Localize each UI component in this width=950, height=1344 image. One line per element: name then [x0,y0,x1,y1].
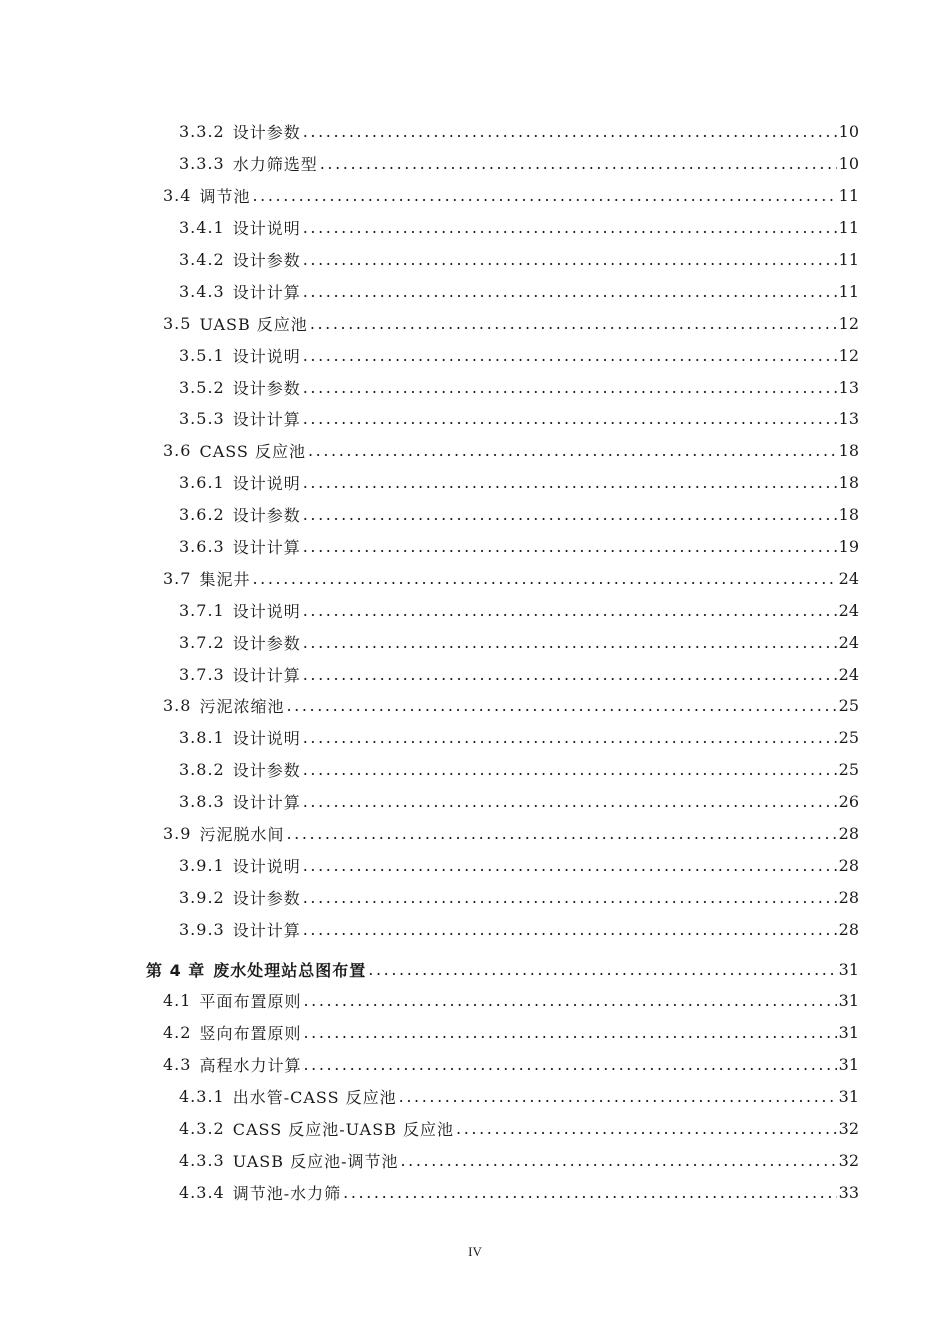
toc-dot-leader [310,314,837,333]
toc-dot-leader [303,505,837,524]
toc-dot-leader [286,696,836,715]
toc-entry-title: 污泥脱水间 [199,825,285,845]
toc-entry-title: 设计参数 [232,123,301,143]
toc-entry-title: 设计参数 [232,251,301,270]
toc-entry-title: 设计参数 [232,506,301,526]
toc-entry-page: 13 [838,409,859,429]
toc-entry-number: 3.7.1 [179,600,225,620]
toc-entry-number: 3.3.3 [179,154,225,174]
toc-subsection-entry[interactable] [0,212,950,244]
toc-entry-number: 3.5.1 [179,345,225,365]
toc-entry-title: 设计参数 [232,761,301,781]
toc-entry-page: 10 [838,122,859,142]
toc-section-entry[interactable] [0,180,950,212]
toc-entry-title: 设计说明 [232,219,301,239]
toc-entry-page: 24 [838,664,859,684]
toc-entry-page: 31 [838,1055,859,1075]
toc-entry-number: 4.3.3 [179,1150,225,1170]
toc-entry-page: 28 [838,824,859,844]
toc-entry-number: 3.8.3 [179,792,225,812]
toc-subsection-entry[interactable] [0,1113,950,1145]
toc-entry-page: 13 [838,377,859,397]
toc-dot-leader [303,122,837,141]
toc-entry-title: 设计计算 [232,920,301,940]
toc-entry-number: 3.9.1 [179,855,225,875]
toc-entry-page: 33 [838,1182,859,1202]
toc-entry-page: 24 [838,600,859,620]
toc-section-entry[interactable] [0,435,950,467]
toc-entry-title: 调节池 [199,187,251,207]
toc-entry-page: 31 [838,991,859,1011]
toc-entry-number: 3.4.1 [179,218,225,238]
table-of-contents [0,116,950,1208]
toc-subsection-entry[interactable] [0,913,950,945]
toc-entry-number: 3.5 [163,313,192,333]
toc-entry-number: 3.6 [163,441,192,461]
toc-subsection-entry[interactable] [0,244,950,276]
toc-entry-page: 31 [838,1023,859,1043]
toc-entry-number: 第 4 章 [146,960,206,980]
toc-dot-leader [343,1183,837,1202]
toc-dot-leader [368,960,836,979]
toc-entry-page: 11 [838,250,859,269]
toc-subsection-entry[interactable] [0,722,950,754]
toc-entry-number: 3.4.3 [179,281,225,301]
toc-dot-leader [303,633,837,652]
toc-dot-leader [456,1119,837,1138]
toc-entry-title: 废水处理站总图布置 [213,960,367,980]
toc-entry-page: 32 [838,1119,859,1139]
toc-entry-title: 高程水力计算 [199,1056,302,1076]
toc-entry-page: 12 [838,345,859,365]
toc-entry-page: 12 [838,313,859,333]
toc-entry-title: 设计说明 [232,601,301,621]
toc-entry-page: 25 [838,760,859,780]
toc-entry-title: UASB 反应池 [199,314,308,334]
toc-entry-page: 11 [838,218,859,238]
toc-entry-page: 28 [838,919,859,939]
toc-dot-leader [303,601,837,620]
toc-entry-page: 28 [838,855,859,875]
toc-subsection-entry[interactable] [0,594,950,626]
toc-dot-leader [303,250,837,269]
toc-section-entry[interactable] [0,562,950,594]
toc-subsection-entry[interactable] [0,371,950,403]
toc-entry-number: 3.9.2 [179,887,225,907]
toc-entry-title: 集泥井 [199,569,251,589]
toc-entry-title: 设计参数 [232,633,301,653]
toc-entry-page: 11 [838,281,859,301]
toc-entry-page: 24 [838,632,859,652]
toc-entry-page: 25 [838,728,859,748]
toc-dot-leader [303,760,837,779]
toc-subsection-entry[interactable] [0,467,950,499]
toc-section-entry[interactable] [0,307,950,339]
toc-entry-page: 28 [838,887,859,907]
toc-entry-page: 31 [838,959,859,979]
toc-section-entry[interactable] [0,1049,950,1081]
toc-entry-number: 3.6.2 [179,505,225,525]
toc-dot-leader [286,824,836,843]
toc-dot-leader [303,218,837,237]
toc-subsection-entry[interactable] [0,531,950,563]
toc-entry-title: 设计参数 [232,378,301,398]
toc-entry-title: 设计计算 [232,282,301,302]
toc-entry-title: 设计说明 [232,729,301,749]
toc-entry-title: CASS 反应池 [199,442,306,462]
toc-entry-title: 平面布置原则 [199,992,302,1012]
toc-entry-number: 4.3.1 [179,1087,225,1107]
toc-section-entry[interactable] [0,818,950,850]
toc-dot-leader [252,186,836,205]
toc-subsection-entry[interactable] [0,626,950,658]
toc-entry-number: 4.3 [163,1055,192,1075]
toc-entry-number: 3.9.3 [179,919,225,939]
toc-subsection-entry[interactable] [0,116,950,148]
toc-section-entry[interactable] [0,1017,950,1049]
toc-entry-title: 设计计算 [232,410,301,430]
toc-dot-leader [399,1087,837,1106]
toc-subsection-entry[interactable] [0,403,950,435]
toc-entry-title: CASS 反应池-UASB 反应池 [232,1120,455,1140]
toc-entry-title: 设计计算 [232,665,301,685]
toc-entry-number: 3.5.3 [179,409,225,429]
toc-entry-page: 11 [838,186,859,206]
toc-entry-page: 18 [838,441,859,461]
toc-dot-leader [303,473,837,492]
toc-entry-page: 18 [838,505,859,525]
toc-entry-title: 设计说明 [232,856,301,876]
toc-entry-number: 4.2 [163,1023,192,1043]
toc-chapter-entry[interactable] [0,953,950,985]
toc-subsection-entry[interactable] [0,658,950,690]
toc-dot-leader [303,378,837,397]
toc-dot-leader [303,856,837,875]
toc-dot-leader [303,1055,836,1074]
toc-section-entry[interactable] [0,690,950,722]
toc-dot-leader [303,409,837,428]
toc-entry-page: 31 [838,1087,859,1107]
toc-subsection-entry[interactable] [0,275,950,307]
toc-entry-number: 3.8.1 [179,728,225,748]
toc-entry-number: 3.8.2 [179,760,225,780]
toc-entry-page: 19 [838,537,859,557]
toc-subsection-entry[interactable] [0,1145,950,1177]
toc-entry-page: 24 [838,568,859,588]
toc-dot-leader [303,346,837,365]
toc-entry-number: 3.6.3 [179,537,225,557]
toc-subsection-entry[interactable] [0,148,950,180]
toc-subsection-entry[interactable] [0,849,950,881]
toc-dot-leader [303,991,836,1010]
toc-entry-title: 竖向布置原则 [199,1024,302,1044]
toc-entry-title: 设计计算 [232,793,301,813]
toc-entry-page: 25 [838,696,859,716]
toc-entry-number: 3.6.1 [179,473,225,493]
toc-entry-page: 18 [838,473,859,493]
toc-dot-leader [303,792,837,811]
toc-subsection-entry[interactable] [0,499,950,531]
toc-dot-leader [303,537,837,556]
toc-entry-number: 3.5.2 [179,377,225,397]
toc-dot-leader [303,728,837,747]
toc-entry-number: 4.3.2 [179,1119,225,1139]
toc-entry-number: 3.3.2 [179,122,225,142]
toc-dot-leader [303,888,837,907]
toc-entry-number: 3.9 [163,824,192,844]
toc-subsection-entry[interactable] [0,786,950,818]
toc-subsection-entry[interactable] [0,754,950,786]
toc-entry-title: 设计说明 [232,346,301,366]
toc-dot-leader [320,154,837,173]
toc-entry-title: UASB 反应池-调节池 [232,1151,399,1171]
toc-subsection-entry[interactable] [0,339,950,371]
toc-entry-title: 污泥浓缩池 [199,697,285,717]
toc-entry-page: 32 [838,1150,859,1170]
toc-dot-leader [308,441,837,460]
toc-entry-title: 调节池-水力筛 [232,1183,342,1203]
toc-dot-leader [303,282,837,301]
page-footer-number: IV [468,1244,482,1259]
toc-dot-leader [252,569,836,588]
toc-entry-title: 出水管-CASS 反应池 [232,1088,397,1108]
toc-subsection-entry[interactable] [0,1081,950,1113]
toc-dot-leader [303,920,837,939]
toc-entry-number: 3.7 [163,568,192,588]
toc-dot-leader [303,665,837,684]
toc-entry-number: 4.1 [163,991,192,1011]
toc-entry-title: 设计说明 [232,474,301,494]
toc-subsection-entry[interactable] [0,1176,950,1208]
toc-entry-page: 26 [838,792,859,812]
toc-entry-number: 3.7.2 [179,632,225,652]
toc-dot-leader [400,1151,836,1170]
toc-entry-number: 4.3.4 [179,1182,225,1202]
toc-entry-number: 3.8 [163,696,192,716]
toc-entry-number: 3.4 [163,186,192,206]
toc-entry-title: 设计计算 [232,538,301,558]
toc-entry-number: 3.4.2 [179,250,225,269]
toc-entry-number: 3.7.3 [179,664,225,684]
toc-entry-page: 10 [838,154,859,174]
toc-entry-title: 水力筛选型 [232,155,318,175]
toc-entry-title: 设计参数 [232,888,301,908]
toc-subsection-entry[interactable] [0,881,950,913]
toc-section-entry[interactable] [0,985,950,1017]
toc-dot-leader [303,1023,836,1042]
